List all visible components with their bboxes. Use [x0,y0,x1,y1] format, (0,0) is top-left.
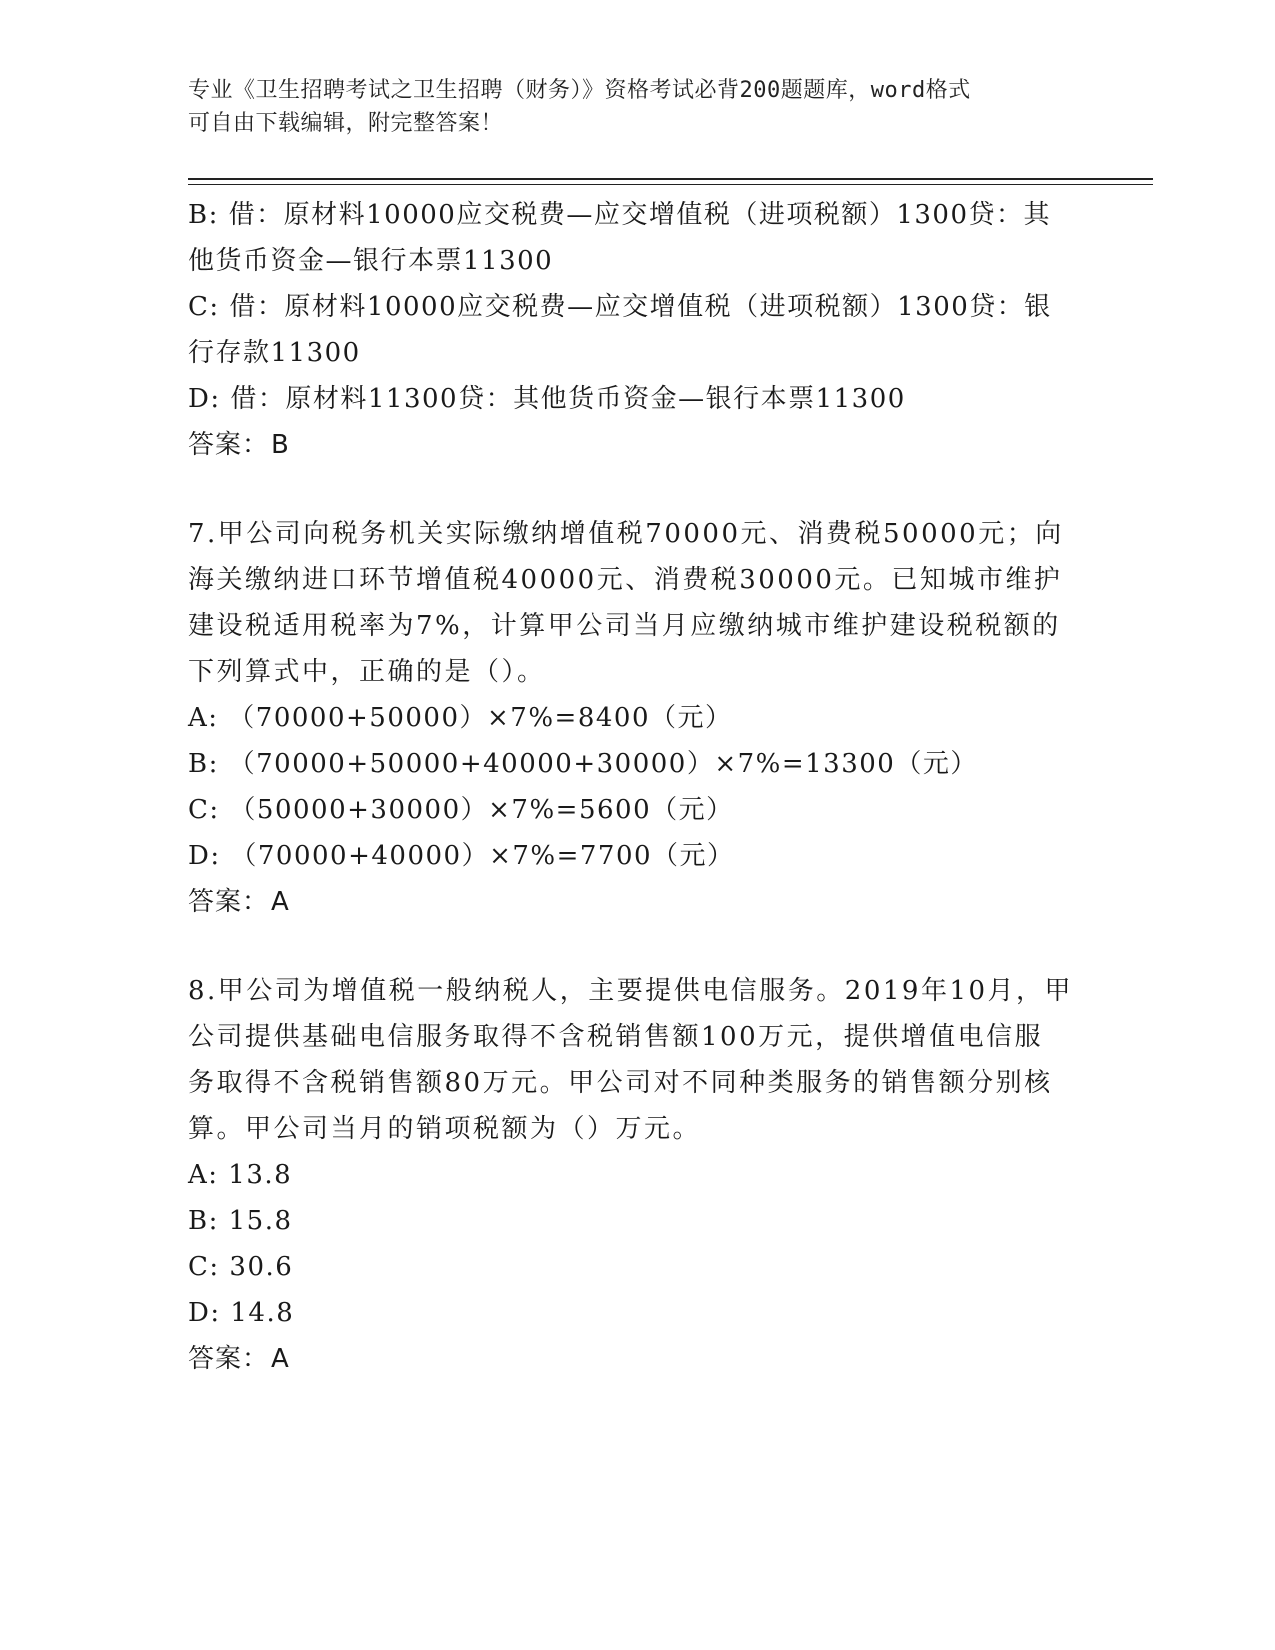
question-7-option-c: C: （50000+30000）×7%=5600（元） [188,795,734,825]
question-8-text-line-1: 8.甲公司为增值税一般纳税人，主要提供电信服务。2019年10月，甲 [188,976,1074,1006]
question-8-option-c: C: 30.6 [188,1252,294,1282]
question-8-answer [188,1336,1088,1382]
spacer [188,925,1088,968]
document-body [188,192,1088,1382]
answer-label: 答案： [188,887,270,917]
question-7-text-line-4: 下列算式中，正确的是（）。 [188,657,546,687]
question-8-option-a: A: 13.8 [188,1160,293,1190]
question-8-options [188,1152,1088,1382]
answer-label: 答案： [188,430,270,460]
question-7 [188,511,1088,695]
question-7-option-a: A: （70000+50000）×7%=8400（元） [188,703,733,733]
question-8-text-line-2: 公司提供基础电信服务取得不含税销售额100万元，提供增值电信服 [188,1022,1044,1052]
question-8-text-line-3: 务取得不含税销售额80万元。甲公司对不同种类服务的销售额分别核 [188,1068,1053,1098]
question-7-option-b: B: （70000+50000+40000+30000）×7%=13300（元） [188,749,978,779]
question-8-text-line-4: 算。甲公司当月的销项税额为（）万元。 [188,1114,702,1144]
question-8-option-b: B: 15.8 [188,1206,293,1236]
answer-value: A [271,887,290,917]
question-8 [188,968,1088,1152]
question-7-text-line-1: 7.甲公司向税务机关实际缴纳增值税70000元、消费税50000元；向 [188,519,1064,549]
option-b-line-1: B: 借：原材料10000应交税费—应交增值税（进项税额）1300贷：其 [188,200,1052,230]
answer-value: A [271,1344,290,1374]
question-7-options [188,695,1088,925]
option-d-line-1: D: 借：原材料11300贷：其他货币资金—银行本票11300 [188,384,906,414]
question-8-option-d: D: 14.8 [188,1298,295,1328]
header-title-line-2: 可自由下载编辑，附完整答案！ [188,111,504,136]
question-7-text-line-2: 海关缴纳进口环节增值税40000元、消费税30000元。已知城市维护 [188,565,1063,595]
question-6-continued [188,192,1088,468]
header-divider-thin [188,184,1153,185]
option-b-line-2: 他货币资金—银行本票11300 [188,246,554,276]
answer-value: B [271,430,290,460]
option-c-line-1: C: 借：原材料10000应交税费—应交增值税（进项税额）1300贷：银 [188,292,1052,322]
answer-line [188,422,1088,468]
option-c-line-2: 行存款11300 [188,338,361,368]
spacer [188,468,1088,511]
answer-label: 答案： [188,1344,270,1374]
question-7-text-line-3: 建设税适用税率为7%，计算甲公司当月应缴纳城市维护建设税税额的 [188,611,1061,641]
header-title-line-1: 专业《卫生招聘考试之卫生招聘（财务）》资格考试必背200题题库，word格式 [188,78,971,103]
question-7-option-d: D: （70000+40000）×7%=7700（元） [188,841,735,871]
header-divider-thick [188,178,1153,180]
question-7-answer [188,879,1088,925]
document-header [188,74,1088,140]
